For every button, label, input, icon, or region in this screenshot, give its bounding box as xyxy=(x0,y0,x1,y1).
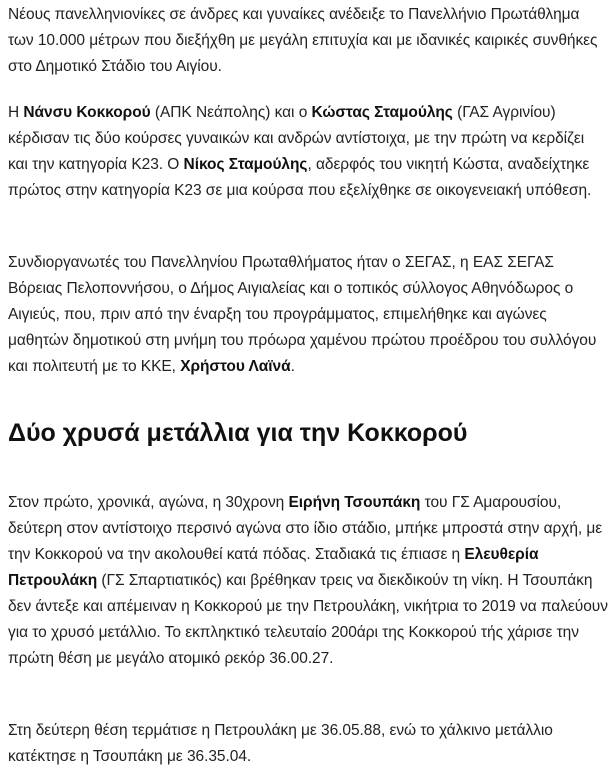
section-heading: Δύο χρυσά μετάλλια για την Κοκκορού xyxy=(8,419,468,447)
athlete-name-tsoupaki: Ειρήνη Τσουπάκη xyxy=(288,494,421,511)
paragraph-results: Στη δεύτερη θέση τερμάτισε η Πετρουλάκη με 36.05.88, ενώ το χάλκινο μετάλλιο κατέκτησε η Τσουπάκη με 36.35.04. xyxy=(8,722,553,765)
text-span: (ΓΣ Σπαρτιατικός) και βρέθηκαν τρεις να διεκδικούν τη νίκη. Η Τσουπάκη δεν άντεξε και απέμειναν η Κοκκορού με την Πετρουλάκη, νικήτρια το 2019 να παλεύουν για το χρυσό μετάλλιο. Το εκπληκτικό τελευταίο 200άρι της Κοκκορού τής χάρισε την πρώτη θέση με μεγάλο ατομικό ρεκόρ 36.00.27. xyxy=(8,572,608,667)
paragraph-intro: Νέους πανελληνιονίκες σε άνδρες και γυναίκες ανέδειξε το Πανελλήνιο Πρωτάθλημα των 10.000 μέτρων που διεξήχθη με μεγάλη επιτυχία και με ιδανικές καιρικές συνθήκες στο Δημοτικό Στάδιο του Αιγίου. xyxy=(8,6,598,75)
paragraph-race-report xyxy=(8,490,608,672)
text-span: (ΑΠΚ Νεάπολης) και ο xyxy=(150,104,312,121)
text-span: (ΓΑΣ Αγρινίου) κέρδισαν τις δύο κούρσες γυναικών και ανδρών αντίστοιχα, με την πρώτη να κερδίζει και την κατηγορία Κ23. Ο xyxy=(8,104,585,173)
athlete-name-kostas-stamoulis: Κώστας Σταμούλης xyxy=(311,104,453,121)
paragraph-organizers xyxy=(8,250,608,380)
athlete-name-kokkorou: Νάνσυ Κοκκορού xyxy=(23,104,151,121)
athlete-name-petroulaki: Ελευθερία Πετρουλάκη xyxy=(8,546,539,589)
person-name-lainas: Χρήστου Λαϊνά xyxy=(180,358,291,375)
athlete-name-nikos-stamoulis: Νίκος Σταμούλης xyxy=(183,156,308,173)
text-span: του ΓΣ Αμαρουσίου, δεύτερη στον αντίστοιχο περσινό αγώνα στο ίδιο στάδιο, μπήκε μπροστά στην αρχή, με την Κοκκορού να την ακολουθεί κατά πόδας. Σταδιακά τις έπιασε η xyxy=(8,494,603,563)
text-span: Στον πρώτο, χρονικά, αγώνα, η 30χρονη xyxy=(8,494,289,511)
paragraph-winners xyxy=(8,100,608,204)
text-span: Συνδιοργανωτές του Πανελληνίου Πρωταθλήματος ήταν ο ΣΕΓΑΣ, η ΕΑΣ ΣΕΓΑΣ Βόρειας Πελοποννήσου, ο Δήμος Αιγιαλείας και ο τοπικός σύλλογος Αθηνόδωρος ο Αιγιεύς, που, πριν από την έναρξη του προγράμματος, επιμελήθηκε και αγώνες μαθητών δημοτικού στη μνήμη του πρόωρα χαμένου πρώτου προέδρου του συλλόγου και πολιτευτή με το ΚΚΕ, xyxy=(8,254,597,375)
text-span: . xyxy=(290,358,295,375)
text-span: Η xyxy=(8,104,24,121)
text-span: , αδερφός του νικητή Κώστα, αναδείχτηκε πρώτος στην κατηγορία Κ23 σε μια κούρσα που εξελίχθηκε σε οικογενειακή υπόθεση. xyxy=(8,156,592,199)
